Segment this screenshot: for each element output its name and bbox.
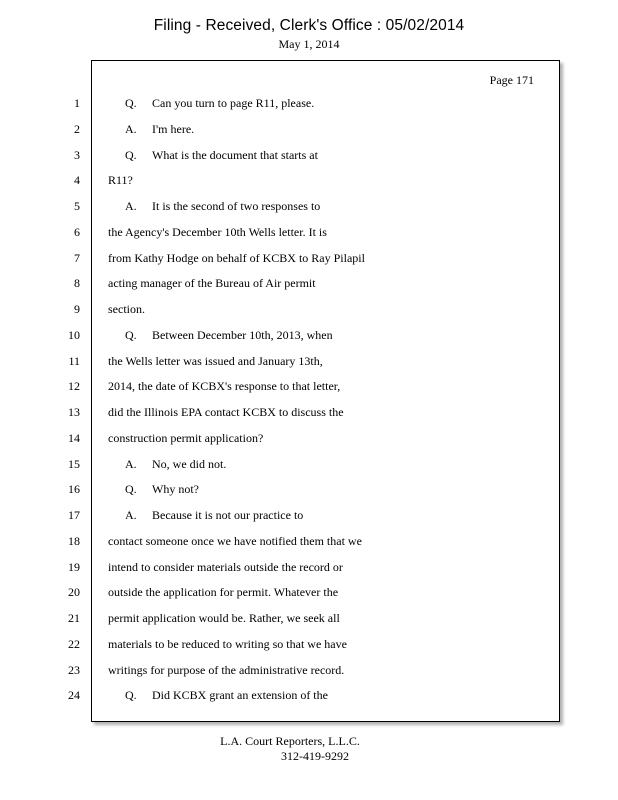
court-reporter-name: L.A. Court Reporters, L.L.C. xyxy=(220,734,360,748)
line-text xyxy=(125,688,328,703)
line-body: did the Illinois EPA contact KCBX to discuss the xyxy=(108,405,344,419)
line-number: 22 xyxy=(68,636,80,651)
line-body: Why not? xyxy=(152,482,199,497)
line-body: the Agency's December 10th Wells letter. It is xyxy=(108,224,327,239)
line-text xyxy=(108,560,343,575)
line-body: No, we did not. xyxy=(152,456,227,471)
line-text xyxy=(125,328,333,343)
line-body: permit application would be. Rather, we seek all xyxy=(108,611,340,625)
line-number: 21 xyxy=(68,611,80,625)
line-number: 17 xyxy=(68,508,80,522)
qa-label: A. xyxy=(125,199,137,213)
line-number: 20 xyxy=(68,585,80,600)
line-number: 1 xyxy=(74,96,80,110)
line-number: 18 xyxy=(68,533,80,548)
court-reporter-phone: 312-419-9292 xyxy=(281,749,349,763)
line-text xyxy=(125,482,199,497)
page-number: Page 171 xyxy=(489,73,534,87)
qa-label: Q. xyxy=(125,96,137,110)
line-body: 2014, the date of KCBX's response to that letter, xyxy=(108,379,341,394)
line-text xyxy=(108,302,145,317)
line-text xyxy=(108,251,365,266)
line-body: acting manager of the Bureau of Air permit xyxy=(108,276,316,291)
line-body: construction permit application? xyxy=(108,430,264,445)
line-number: 23 xyxy=(68,662,80,677)
line-number: 14 xyxy=(68,430,80,445)
transcript-date: May 1, 2014 xyxy=(278,37,340,51)
qa-label: A. xyxy=(125,508,137,522)
line-number: 4 xyxy=(74,173,80,188)
line-text xyxy=(125,508,303,523)
line-body: Between December 10th, 2013, when xyxy=(152,327,333,342)
line-text xyxy=(108,431,263,446)
filing-stamp: Filing - Received, Clerk's Office : 05/02/2014 xyxy=(153,17,465,34)
line-body: Did KCBX grant an extension of the xyxy=(152,688,328,703)
line-body: intend to consider materials outside the record or xyxy=(108,559,343,574)
line-text xyxy=(108,585,338,600)
line-number: 11 xyxy=(68,353,80,368)
line-body: writings for purpose of the administrative record. xyxy=(108,662,345,677)
qa-label: Q. xyxy=(125,482,137,497)
qa-label: Q. xyxy=(125,688,137,703)
line-text xyxy=(108,354,323,369)
line-text xyxy=(108,173,133,188)
line-number: 10 xyxy=(68,327,80,342)
line-body: contact someone once we have notified them that we xyxy=(108,533,362,548)
qa-label: Q. xyxy=(125,327,137,342)
line-number: 3 xyxy=(74,147,80,162)
line-number: 19 xyxy=(68,559,80,574)
qa-label: Q. xyxy=(125,147,137,162)
qa-label: A. xyxy=(125,121,137,136)
line-number: 9 xyxy=(74,302,80,316)
line-number: 5 xyxy=(74,199,80,213)
qa-label: A. xyxy=(125,456,137,471)
line-text xyxy=(108,276,316,291)
line-body: from Kathy Hodge on behalf of KCBX to Ray Pilapil xyxy=(108,250,365,265)
line-number: 24 xyxy=(68,688,80,703)
line-body: Can you turn to page R11, please. xyxy=(152,96,315,110)
line-body: the Wells letter was issued and January 13th, xyxy=(108,353,323,368)
line-number: 6 xyxy=(74,224,80,239)
line-number: 15 xyxy=(68,456,80,471)
line-text xyxy=(125,122,194,137)
line-number: 7 xyxy=(74,250,80,265)
line-text xyxy=(108,663,344,678)
line-number: 2 xyxy=(74,121,80,136)
line-number: 12 xyxy=(68,379,80,394)
line-number: 16 xyxy=(68,482,80,497)
line-text xyxy=(125,148,318,163)
line-body: R11? xyxy=(108,173,133,188)
line-text xyxy=(108,225,327,240)
line-text xyxy=(108,405,344,420)
line-body: I'm here. xyxy=(152,121,195,136)
line-body: section. xyxy=(108,302,145,316)
line-body: outside the application for permit. Whatever the xyxy=(108,585,339,600)
line-text xyxy=(108,637,347,652)
line-text xyxy=(108,611,340,626)
line-number: 13 xyxy=(68,405,80,419)
line-text xyxy=(125,96,314,111)
line-body: Because it is not our practice to xyxy=(152,508,304,522)
line-number: 8 xyxy=(74,276,80,291)
line-text xyxy=(125,199,320,214)
line-body: What is the document that starts at xyxy=(152,147,318,162)
line-body: It is the second of two responses to xyxy=(152,199,321,213)
line-text xyxy=(125,457,226,472)
line-text xyxy=(108,534,362,549)
line-body: materials to be reduced to writing so that we have xyxy=(108,636,347,651)
line-text xyxy=(108,379,340,394)
